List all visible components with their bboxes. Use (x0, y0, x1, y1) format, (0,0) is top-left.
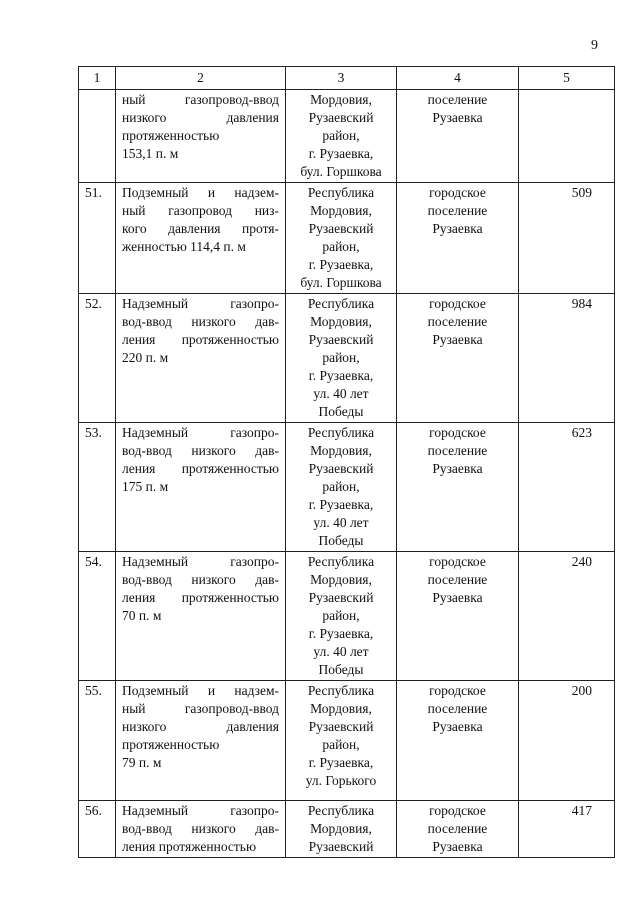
table-row (79, 423, 615, 552)
object-description-line: вод-ввод низкого дав- (122, 314, 279, 329)
row-number: 52. (79, 294, 116, 423)
table-body (79, 90, 615, 858)
object-address (286, 183, 397, 294)
object-address (286, 90, 397, 183)
municipality-line: поселение (427, 203, 488, 218)
object-address-line: Мордовия, (310, 572, 372, 587)
column-header-3: 3 (286, 67, 397, 90)
object-description-line: ный газопровод низ- (122, 203, 279, 218)
municipality (397, 801, 519, 858)
municipality-line: Рузаевка (432, 461, 483, 476)
object-description-line: Надземный газопро- (122, 554, 279, 569)
column-header-4: 4 (397, 67, 519, 90)
municipality-line: городское (429, 425, 486, 440)
object-description-line: Надземный газопро- (122, 803, 279, 818)
object-address-line: район, (322, 128, 360, 143)
object-address (286, 801, 397, 858)
object-address (286, 681, 397, 801)
object-description (116, 681, 286, 801)
municipality-line: поселение (427, 314, 488, 329)
row-number (79, 90, 116, 183)
table-row (79, 801, 615, 858)
municipality (397, 90, 519, 183)
object-address-line: Рузаевский (308, 110, 374, 125)
value: 417 (519, 801, 615, 858)
object-address-line: г. Рузаевка, (308, 755, 374, 770)
object-description-line: ления протяженностью (122, 839, 257, 854)
row-number: 55. (79, 681, 116, 801)
object-address-line: г. Рузаевка, (308, 368, 374, 383)
object-description-line: низкого давления (122, 110, 279, 125)
object-description-line: 79 п. м (122, 755, 162, 770)
object-description-line: Подземный и надзем- (122, 683, 279, 698)
municipality-line: Рузаевка (432, 332, 483, 347)
table-row (79, 183, 615, 294)
municipality (397, 294, 519, 423)
object-address-line: район, (322, 350, 360, 365)
table-row (79, 681, 615, 801)
object-address-line: бул. Горшкова (300, 275, 382, 290)
municipality-line: Рузаевка (432, 719, 483, 734)
object-description-line: Надземный газопро- (122, 425, 279, 440)
object-address-line: Рузаевский (308, 590, 374, 605)
municipality-line: Рузаевка (432, 839, 483, 854)
object-address-line: ул. 40 лет (313, 515, 369, 530)
object-description (116, 183, 286, 294)
object-address-line: г. Рузаевка, (308, 257, 374, 272)
municipality-line: Рузаевка (432, 110, 483, 125)
object-address-line: Мордовия, (310, 203, 372, 218)
object-description (116, 552, 286, 681)
object-address-line: ул. 40 лет (313, 644, 369, 659)
municipality-line: поселение (427, 821, 488, 836)
object-description-line: вод-ввод низкого дав- (122, 572, 279, 587)
object-description-line: ный газопровод-ввод (122, 92, 279, 107)
object-address-line: ул. 40 лет (313, 386, 369, 401)
value: 200 (519, 681, 615, 801)
municipality-line: Рузаевка (432, 221, 483, 236)
municipality-line: городское (429, 554, 486, 569)
object-address-line: Победы (318, 533, 364, 548)
object-description-line: протяженностью (122, 737, 220, 752)
object-address-line: район, (322, 737, 360, 752)
municipality-line: поселение (427, 701, 488, 716)
municipality-line: Рузаевка (432, 590, 483, 605)
value: 509 (519, 183, 615, 294)
object-address (286, 423, 397, 552)
municipality (397, 183, 519, 294)
object-address-line: Мордовия, (310, 821, 372, 836)
object-description-line: протяженностью (122, 128, 220, 143)
object-description (116, 423, 286, 552)
municipality-line: городское (429, 185, 486, 200)
object-address-line: район, (322, 608, 360, 623)
row-number: 54. (79, 552, 116, 681)
object-description-line: Подземный и надзем- (122, 185, 279, 200)
gas-pipeline-table (78, 66, 615, 858)
table-row (79, 552, 615, 681)
object-description-line: ления протяженностью (122, 332, 279, 347)
value (519, 90, 615, 183)
object-address-line: Республика (307, 296, 375, 311)
municipality (397, 552, 519, 681)
object-address-line: Республика (307, 683, 375, 698)
value: 984 (519, 294, 615, 423)
object-description (116, 90, 286, 183)
object-description-line: ный газопровод-ввод (122, 701, 279, 716)
object-address-line: Рузаевский (308, 221, 374, 236)
object-address-line: г. Рузаевка, (308, 497, 374, 512)
municipality (397, 423, 519, 552)
object-address-line: г. Рузаевка, (308, 146, 374, 161)
object-description-line: 153,1 п. м (122, 146, 179, 161)
object-address-line: Республика (307, 554, 375, 569)
municipality-line: городское (429, 803, 486, 818)
municipality-line: поселение (427, 443, 488, 458)
object-address-line: Победы (318, 662, 364, 677)
object-description-line: Надземный газопро- (122, 296, 279, 311)
object-description-line: ления протяженностью (122, 461, 279, 476)
object-address-line: Республика (307, 185, 375, 200)
municipality-line: городское (429, 683, 486, 698)
object-description-line: низкого давления (122, 719, 279, 734)
object-description-line: 70 п. м (122, 608, 162, 623)
object-address-line: Рузаевский (308, 332, 374, 347)
page-number: 9 (591, 38, 598, 53)
object-address-line: район, (322, 239, 360, 254)
object-address-line: Рузаевский (308, 839, 374, 854)
municipality-line: поселение (427, 92, 488, 107)
object-description-line: ления протяженностью (122, 590, 279, 605)
municipality-line: городское (429, 296, 486, 311)
object-description (116, 294, 286, 423)
object-address-line: Республика (307, 803, 375, 818)
object-address-line: Мордовия, (310, 314, 372, 329)
object-address-line: Мордовия, (310, 701, 372, 716)
object-description-line: 175 п. м (122, 479, 169, 494)
column-header-5: 5 (519, 67, 615, 90)
column-header-1: 1 (79, 67, 116, 90)
value: 240 (519, 552, 615, 681)
object-address-line: г. Рузаевка, (308, 626, 374, 641)
municipality-line: поселение (427, 572, 488, 587)
municipality (397, 681, 519, 801)
object-address-line: бул. Горшкова (300, 164, 382, 179)
object-description (116, 801, 286, 858)
object-address-line: Мордовия, (310, 443, 372, 458)
object-address-line: район, (322, 479, 360, 494)
column-header-2: 2 (116, 67, 286, 90)
object-address-line: Победы (318, 404, 364, 419)
object-description-line: вод-ввод низкого дав- (122, 443, 279, 458)
object-address-line: Рузаевский (308, 461, 374, 476)
object-description-line: женностью 114,4 п. м (122, 239, 246, 254)
row-number: 56. (79, 801, 116, 858)
object-address-line: Рузаевский (308, 719, 374, 734)
object-address (286, 294, 397, 423)
object-description-line: 220 п. м (122, 350, 169, 365)
table-row (79, 294, 615, 423)
header-row (79, 67, 615, 90)
object-description-line: вод-ввод низкого дав- (122, 821, 279, 836)
object-address-line: Республика (307, 425, 375, 440)
object-description-line: кого давления протя- (122, 221, 279, 236)
object-address-line: ул. Горького (305, 773, 377, 788)
object-address-line: Мордовия, (310, 92, 372, 107)
table-row (79, 90, 615, 183)
row-number: 53. (79, 423, 116, 552)
object-address (286, 552, 397, 681)
row-number: 51. (79, 183, 116, 294)
value: 623 (519, 423, 615, 552)
